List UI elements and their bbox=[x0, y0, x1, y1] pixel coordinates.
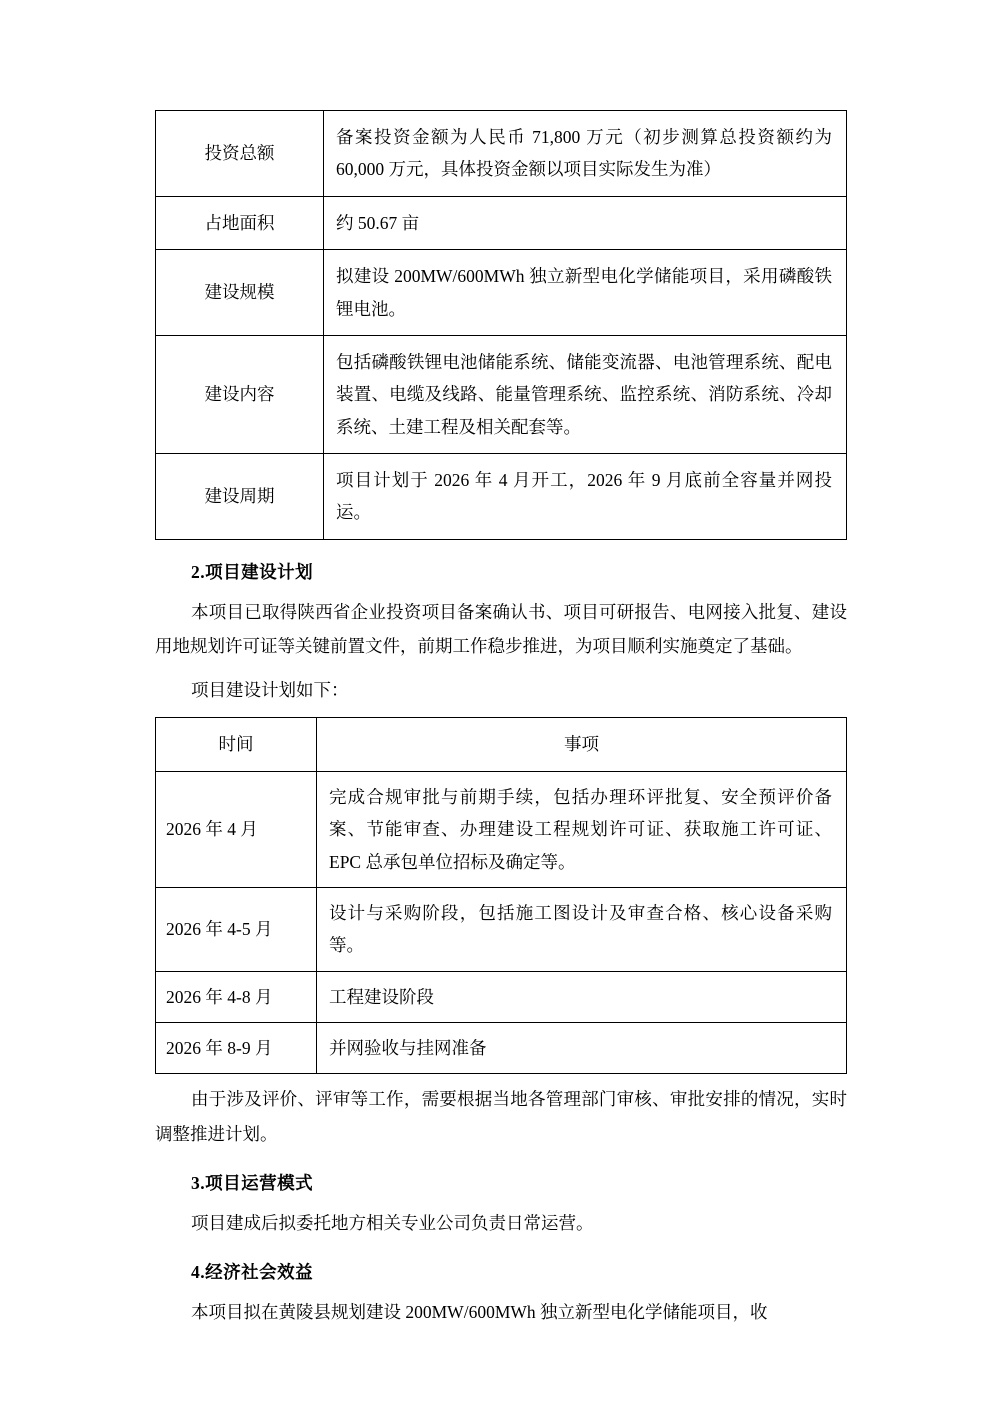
info-value-cell: 备案投资金额为人民币 71,800 万元（初步测算总投资额约为 60,000 万元，具体投资金额以项目实际发生为准） bbox=[324, 111, 847, 197]
plan-time-cell: 2026 年 4 月 bbox=[156, 771, 317, 887]
section-2-paragraph-2: 项目建设计划如下： bbox=[191, 680, 349, 701]
plan-time-cell: 2026 年 4-8 月 bbox=[156, 971, 317, 1022]
section-heading-3: 3.项目运营模式 bbox=[191, 1172, 314, 1193]
after-plan-paragraph: 由于涉及评价、评审等工作，需要根据当地各管理部门审核、审批安排的情况，实时调整推进计划。 bbox=[155, 1089, 847, 1144]
info-value-cell: 项目计划于 2026 年 4 月开工，2026 年 9 月底前全容量并网投运。 bbox=[324, 454, 847, 540]
plan-item-cell: 并网验收与挂网准备 bbox=[317, 1023, 847, 1074]
plan-time-cell: 2026 年 8-9 月 bbox=[156, 1023, 317, 1074]
plan-header-item: 事项 bbox=[317, 718, 847, 771]
spacer bbox=[155, 665, 847, 673]
table-row bbox=[156, 335, 847, 453]
section-3-paragraph: 项目建成后拟委托地方相关专业公司负责日常运营。 bbox=[191, 1212, 594, 1233]
info-value-cell: 约 50.67 亩 bbox=[324, 196, 847, 249]
plan-item-cell: 完成合规审批与前期手续，包括办理环评批复、安全预评价备案、节能审查、办理建设工程规划许可证、获取施工许可证、EPC 总承包单位招标及确定等。 bbox=[317, 771, 847, 887]
plan-item-cell: 工程建设阶段 bbox=[317, 971, 847, 1022]
section-2-paragraph-1: 本项目已取得陕西省企业投资项目备案确认书、项目可研报告、电网接入批复、建设用地规划许可证等关键前置文件，前期工作稳步推进，为项目顺利实施奠定了基础。 bbox=[155, 602, 847, 657]
plan-time-cell: 2026 年 4-5 月 bbox=[156, 887, 317, 971]
info-value-cell: 包括磷酸铁锂电池储能系统、储能变流器、电池管理系统、配电装置、电缆及线路、能量管理系统、监控系统、消防系统、冷却系统、土建工程及相关配套等。 bbox=[324, 335, 847, 453]
info-label-cell: 建设规模 bbox=[156, 250, 324, 336]
section-heading-4: 4.经济社会效益 bbox=[191, 1262, 314, 1282]
section-4-paragraph: 本项目拟在黄陵县规划建设 200MW/600MWh 独立新型电化学储能项目，收 bbox=[191, 1302, 768, 1323]
info-label-cell: 占地面积 bbox=[156, 196, 324, 249]
table-row bbox=[156, 887, 847, 971]
info-value-cell: 拟建设 200MW/600MWh 独立新型电化学储能项目，采用磷酸铁锂电池。 bbox=[324, 250, 847, 336]
spacer bbox=[155, 1074, 847, 1082]
table-row bbox=[156, 454, 847, 540]
plan-header-time: 时间 bbox=[156, 718, 317, 771]
document-content bbox=[155, 110, 847, 1331]
table-row bbox=[156, 771, 847, 887]
info-label-cell: 投资总额 bbox=[156, 111, 324, 197]
project-info-table bbox=[155, 110, 847, 540]
plan-item-cell: 设计与采购阶段，包括施工图设计及审查合格、核心设备采购等。 bbox=[317, 887, 847, 971]
table-row bbox=[156, 971, 847, 1022]
table-row bbox=[156, 111, 847, 197]
table-row bbox=[156, 250, 847, 336]
table-header-row bbox=[156, 718, 847, 771]
table-row bbox=[156, 1023, 847, 1074]
spacer bbox=[155, 709, 847, 717]
info-label-cell: 建设内容 bbox=[156, 335, 324, 453]
table-row bbox=[156, 196, 847, 249]
construction-plan-table bbox=[155, 717, 847, 1074]
section-heading-2: 2.项目建设计划 bbox=[191, 561, 314, 582]
info-label-cell: 建设周期 bbox=[156, 454, 324, 540]
